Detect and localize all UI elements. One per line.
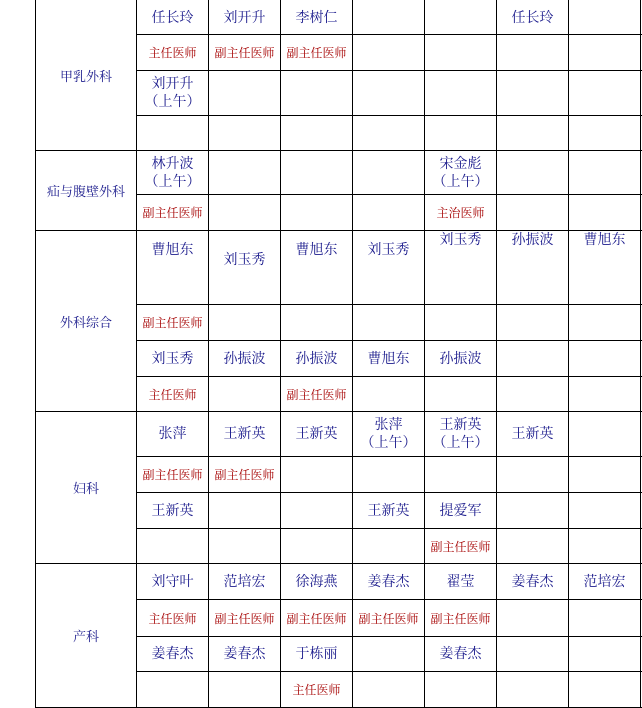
doctor-title-cell: 副主任医师 [358, 611, 419, 626]
doctor-name-cell: 于栋丽 [295, 646, 338, 662]
doctor-name-cell: 张萍 [158, 426, 187, 442]
doctor-title-cell: 副主任医师 [214, 611, 275, 626]
doctor-name-cell: 曹旭东 [295, 242, 338, 258]
doctor-name-cell: 王新英 [511, 426, 554, 442]
doctor-name-cell: 孙振波 [295, 350, 338, 367]
doctor-name-cell: 姜春杰 [439, 646, 482, 662]
department-label: 疝与腹壁外科 [46, 185, 125, 200]
doctor-name-cell: 刘玉秀 [151, 350, 194, 367]
doctor-name-cell: 姜春杰 [367, 573, 410, 590]
doctor-name-cell: 曹旭东 [583, 232, 626, 248]
grid-line [136, 528, 642, 529]
doctor-name-cell: 任长玲 [511, 9, 554, 26]
doctor-name-cell: 曹旭东 [151, 242, 194, 258]
doctor-name-cell: 刘玉秀 [367, 242, 410, 258]
department-label: 产科 [72, 630, 99, 645]
grid-line [640, 0, 641, 708]
doctor-name-cell: 孙振波 [439, 350, 482, 367]
doctor-title-cell: 主任医师 [148, 611, 197, 626]
doctor-name-cell: 李树仁 [295, 9, 338, 26]
doctor-title-cell: 主治医师 [436, 206, 485, 220]
doctor-name-cell: 姜春杰 [223, 646, 266, 662]
grid-line [136, 304, 642, 305]
doctor-name-cell: 刘玉秀 [439, 232, 482, 248]
doctor-name-cell: 刘开升 [223, 9, 266, 26]
doctor-name-cell: 林升波 （上午） [144, 155, 201, 190]
doctor-name-cell: 王新英 [151, 502, 194, 519]
doctor-title-cell: 副主任医师 [142, 316, 203, 330]
doctor-name-cell: 王新英 [295, 426, 338, 442]
doctor-name-cell: 张萍 （上午） [360, 417, 417, 451]
doctor-name-cell: 刘开升 （上午） [144, 76, 201, 110]
doctor-name-cell: 范培宏 [583, 573, 626, 590]
doctor-name-cell: 王新英 [367, 502, 410, 519]
doctor-title-cell: 副主任医师 [286, 387, 347, 402]
grid-line [136, 671, 642, 672]
doctor-name-cell: 刘玉秀 [223, 252, 266, 268]
grid-line [136, 194, 642, 195]
doctor-name-cell: 曹旭东 [367, 350, 410, 367]
doctor-name-cell: 宋金彪 （上午） [432, 155, 489, 190]
doctor-name-cell: 任长玲 [151, 9, 194, 26]
doctor-title-cell: 副主任医师 [286, 611, 347, 626]
department-label: 妇科 [72, 482, 99, 497]
department-label: 外科综合 [59, 315, 112, 331]
grid-line [496, 0, 497, 708]
doctor-title-cell: 主任医师 [148, 46, 197, 60]
grid-line [136, 70, 642, 71]
doctor-title-cell: 副主任医师 [142, 468, 203, 482]
doctor-name-cell: 姜春杰 [151, 646, 194, 662]
grid-line [568, 0, 569, 708]
doctor-title-cell: 副主任医师 [430, 611, 491, 626]
doctor-name-cell: 翟莹 [446, 573, 475, 590]
doctor-name-cell: 孙振波 [511, 232, 554, 248]
doctor-name-cell: 王新英 [223, 426, 266, 442]
doctor-name-cell: 王新英 （上午） [432, 417, 489, 451]
doctor-name-cell: 孙振波 [223, 350, 266, 367]
doctor-title-cell: 主任医师 [148, 387, 197, 402]
grid-line [136, 376, 642, 377]
doctor-title-cell: 副主任医师 [214, 468, 275, 482]
doctor-name-cell: 提爱军 [439, 502, 482, 519]
doctor-title-cell: 副主任医师 [430, 539, 491, 554]
doctor-name-cell: 徐海燕 [295, 573, 338, 590]
doctor-title-cell: 副主任医师 [214, 46, 275, 60]
doctor-title-cell: 副主任医师 [286, 46, 347, 60]
doctor-name-cell: 姜春杰 [511, 573, 554, 590]
grid-line [136, 115, 642, 116]
doctor-name-cell: 刘守叶 [151, 573, 194, 590]
doctor-title-cell: 副主任医师 [142, 206, 203, 220]
doctor-name-cell: 范培宏 [223, 573, 266, 590]
department-label: 甲乳外科 [59, 70, 112, 85]
doctor-title-cell: 主任医师 [292, 683, 341, 697]
